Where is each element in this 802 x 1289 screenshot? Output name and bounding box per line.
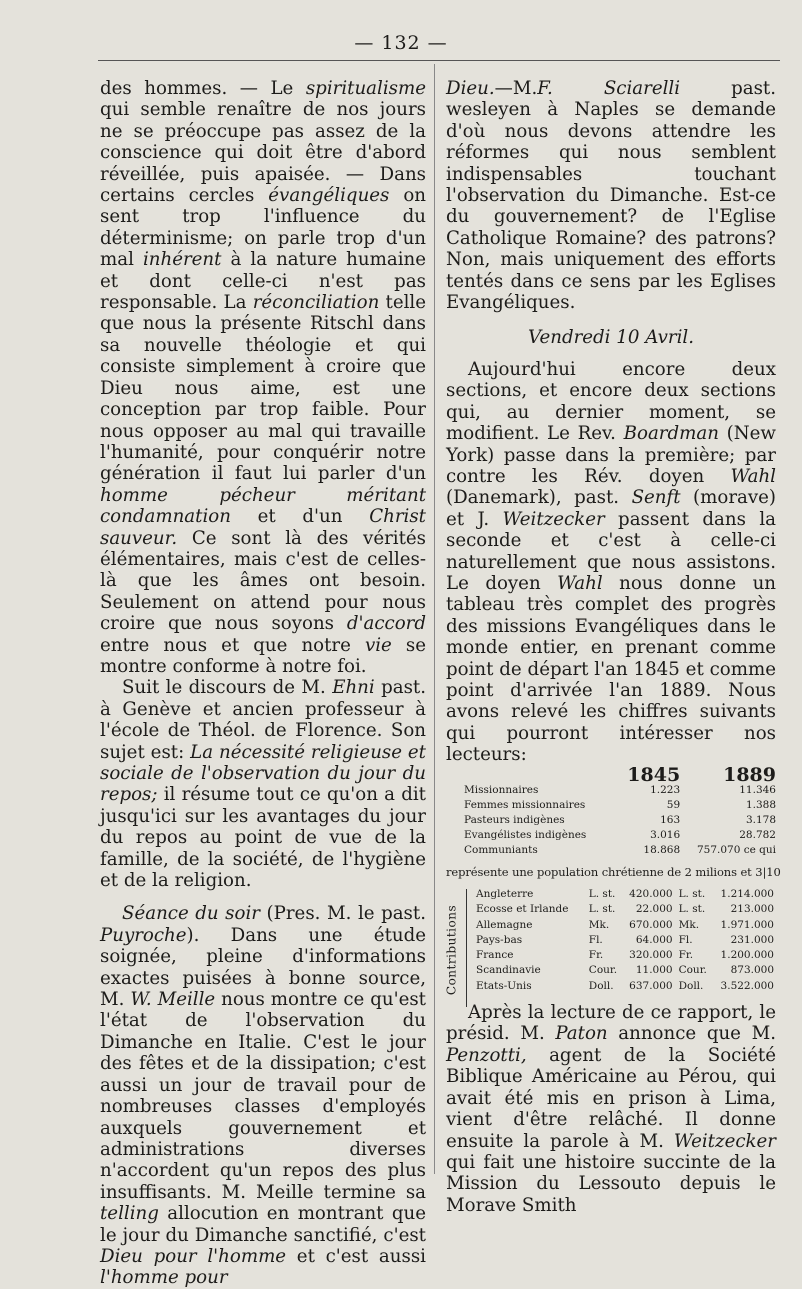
- column-divider: [434, 64, 435, 1174]
- stats-cell: 757.070 ce qui: [696, 843, 776, 856]
- page-number: — 132 —: [354, 32, 448, 54]
- italic-text: l'homme pour: [100, 1267, 228, 1289]
- stats-row: [446, 843, 776, 858]
- italic-text: Wahl: [557, 572, 603, 594]
- stats-cell: 18.868: [643, 843, 681, 856]
- paragraph: [446, 78, 776, 313]
- contribution-cell: 1.971.000: [720, 918, 774, 931]
- mission-stats-table: [446, 763, 776, 858]
- text-run: Aujourd'hui encore deux sections, et encore deux sections qui, au dernier moment, se modifient. Le Rev.: [446, 358, 776, 445]
- text-run: Ce sont là des vérités élémentaires, mais c'est de celles-là que les âmes ont besoin. Seulement on attend pour nous croire que nous soyons: [100, 527, 426, 635]
- section-heading: Vendredi 10 Avril.: [528, 327, 694, 349]
- text-run: se montre conforme à notre foi.: [100, 634, 426, 677]
- contribution-row: [476, 902, 774, 917]
- contribution-cell: 213.000: [730, 903, 774, 916]
- right-column-middle-text: [446, 359, 776, 766]
- contribution-cell: 320.000: [629, 949, 673, 962]
- contribution-cell: Pays-bas: [476, 933, 523, 946]
- stats-cell: 3.016: [650, 828, 681, 841]
- stats-cell: Missionnaires: [464, 783, 539, 796]
- paragraph: [100, 677, 426, 891]
- text-run: allocution en montrant que le jour du Dimanche sanctifié, c'est: [100, 1203, 426, 1246]
- text-run: Après la lecture de ce rapport, le présid. M.: [446, 1002, 776, 1045]
- italic-text: Weitzecker: [673, 1130, 776, 1152]
- text-run: et d'un: [230, 506, 370, 528]
- contribution-cell: Mk.: [588, 918, 610, 931]
- text-run: il résume tout ce qu'on a dit jusqu'ici sur les avantages du jour du repos au point de vue de la famille, de la société, de l'hygiène et de la religion.: [100, 784, 426, 892]
- text-run: qui semble renaître de nos jours ne se préoccupe pas assez de la conscience qui doit être d'abord réveillée, puis apaisée. — Dans certains cercles: [100, 99, 426, 207]
- stats-cell: 11.346: [739, 783, 776, 796]
- italic-text: spiritualisme: [305, 78, 426, 99]
- text-run: et c'est aussi: [286, 1245, 426, 1267]
- contribution-cell: L. st.: [678, 888, 706, 900]
- stats-cell: Evangélistes indigènes: [464, 828, 587, 841]
- contribution-cell: Fl.: [588, 933, 603, 946]
- stats-cell: 1.388: [745, 798, 776, 811]
- italic-text: d'accord: [346, 613, 426, 635]
- text-run: on sent trop l'influence du déterminisme; on parle trop d'un mal: [100, 185, 426, 271]
- stats-row: [446, 813, 776, 828]
- italic-text: Séance du soir: [122, 903, 260, 925]
- year-header: 1889: [723, 763, 776, 786]
- italic-text: Puyroche: [100, 924, 187, 946]
- contribution-cell: L. st.: [678, 903, 706, 916]
- contribution-cell: 231.000: [730, 933, 774, 946]
- contribution-cell: L. st.: [588, 888, 616, 900]
- contributions-table: [446, 887, 776, 994]
- italic-text: telling: [100, 1203, 159, 1225]
- contribution-cell: Ecosse et Irlande: [476, 903, 569, 916]
- italic-text: Dieu pour l'homme: [100, 1245, 287, 1267]
- contribution-cell: 11.000: [635, 964, 673, 977]
- text-run: (Danemark), past.: [446, 487, 632, 509]
- contribution-cell: 1.200.000: [720, 949, 774, 962]
- paragraph: [100, 78, 426, 677]
- italic-text: inhérent: [142, 249, 222, 271]
- text-run: past. wesleyen à Naples se demande d'où nous devons attendre les réformes qui nous semblent indispensables touchant l'observation du Dimanche. Est-ce du gouvernement? de l'Eglise Catholique Romaine? des patrons? Non, mais uniquement des efforts tentés dans ce sens par les Eglises Evangéliques.: [446, 78, 776, 314]
- contributions-brace: [466, 889, 471, 1007]
- contribution-cell: Fr.: [678, 949, 694, 962]
- italic-text: Christ sauveur.: [100, 506, 426, 549]
- contribution-row: [476, 933, 774, 948]
- contribution-cell: Doll.: [588, 979, 614, 992]
- right-column: [444, 78, 781, 1216]
- paragraph: [446, 359, 776, 766]
- contribution-row: [476, 887, 774, 902]
- text-run: annonce que M.: [607, 1023, 776, 1045]
- text-run: agent de la Société Biblique Américaine au Pérou, qui avait été mis en prison à Lima, vient d'être relâché. Il donne ensuite la parole à M.: [446, 1044, 776, 1152]
- contribution-cell: Cour.: [588, 964, 618, 977]
- contribution-cell: 1.214.000: [720, 888, 774, 900]
- right-column-bottom-text: [446, 1002, 776, 1216]
- contribution-row: [476, 948, 774, 963]
- contribution-cell: Mk.: [678, 918, 700, 931]
- paragraph: [100, 903, 426, 1288]
- contribution-row: [476, 979, 774, 994]
- italic-text: W. Meille: [130, 989, 216, 1011]
- italic-text: Ehni: [332, 677, 375, 699]
- stats-cell: 3.178: [745, 813, 776, 826]
- italic-text: homme pécheur méritant condamnation: [100, 484, 426, 528]
- contribution-cell: Allemagne: [476, 918, 533, 931]
- contribution-cell: 670.000: [629, 918, 673, 931]
- text-run: telle que nous la présente Ritschl dans sa nouvelle théologie et qui consiste simplement à croire que Dieu nous aime, est une conception par trop faible. Pour nous opposer au mal qui travaille l'humanité, pour conquérir notre génération il faut lui parler d'un: [100, 292, 426, 485]
- italic-text: réconciliation: [252, 292, 380, 314]
- contributions-label: Contributions: [444, 904, 459, 996]
- text-run: nous donne un tableau très complet des progrès des missions Evangéliques dans le monde entier, en prenant comme point de départ l'an 1845 et comme point d'arrivée l'an 1889. Nous avons relevé les chiffres suivants qui pourront intéresser nos lecteurs:: [446, 572, 777, 766]
- italic-text: Dieu.: [446, 78, 495, 99]
- contribution-cell: Cour.: [678, 964, 707, 977]
- contribution-cell: Scandinavie: [476, 964, 541, 977]
- header-rule: [98, 60, 780, 61]
- contribution-cell: Fl.: [678, 933, 693, 946]
- italic-text: F. Sciarelli: [537, 78, 681, 99]
- italic-text: Senft: [631, 487, 681, 509]
- year-header: 1845: [627, 763, 681, 786]
- stats-row: [446, 828, 776, 843]
- text-run: nous montre ce qu'est l'état de l'observation du Dimanche en Italie. C'est le jour des fêtes et de la dissipation; c'est aussi un jour de travail pour de nombreuses classes d'employés auxquels gouvernement et administrations diverses n'accordent qu'un repos des plus insuffisants. M. Meille termine sa: [100, 989, 426, 1203]
- stats-caption: représente une population chrétienne de 2 milions et 3|10: [446, 864, 781, 879]
- stats-cell: 1.223: [650, 783, 681, 796]
- contribution-cell: Angleterre: [476, 888, 534, 900]
- text-run: passent dans la seconde et c'est à celle-ci naturellement que nous assistons. Le doyen: [446, 508, 776, 594]
- contribution-cell: 3.522.000: [720, 979, 774, 992]
- text-run: (New York) passe dans la première; par contre les Rév. doyen: [446, 423, 776, 487]
- text-run: (morave) et J.: [446, 487, 776, 530]
- stats-cell: Communiants: [464, 843, 538, 856]
- italic-text: vie: [364, 634, 392, 656]
- contribution-cell: L. st.: [588, 903, 616, 916]
- stats-cell: 28.782: [739, 828, 776, 841]
- stats-cell: Femmes missionnaires: [464, 798, 586, 811]
- stats-cell: Pasteurs indigènes: [464, 813, 565, 826]
- contribution-cell: Etats-Unis: [476, 979, 532, 992]
- right-column-top-text: [446, 78, 776, 313]
- text-run: past. à Genève et ancien professeur à l'école de Théol. de Florence. Son sujet est:: [100, 677, 426, 763]
- text-run: Suit le discours de M.: [122, 677, 333, 699]
- text-run: —M.: [494, 78, 538, 99]
- contribution-cell: France: [476, 949, 514, 962]
- italic-text: La nécessité religieuse et sociale de l'observation du jour du repos;: [100, 741, 426, 806]
- contribution-row: [476, 963, 774, 978]
- italic-text: Paton: [555, 1023, 608, 1045]
- contribution-cell: Fr.: [588, 949, 604, 962]
- stats-row: [446, 798, 776, 813]
- contribution-cell: 22.000: [635, 903, 673, 916]
- contribution-row: [476, 918, 774, 933]
- italic-text: Weitzecker: [502, 508, 605, 530]
- italic-text: Boardman: [623, 423, 719, 445]
- text-run: (Pres. M. le past.: [259, 903, 426, 925]
- paragraph: [446, 1002, 776, 1216]
- contribution-cell: Doll.: [678, 979, 704, 992]
- stats-header-row: [446, 768, 776, 783]
- italic-text: Wahl: [730, 465, 776, 487]
- left-column: [100, 78, 426, 1289]
- text-run: ). Dans une étude soignée, pleine d'informations exactes puisées à bonne source, M.: [100, 924, 426, 1011]
- contribution-cell: 873.000: [730, 964, 774, 977]
- stats-cell: 59: [666, 798, 681, 811]
- contribution-cell: 637.000: [629, 979, 673, 992]
- text-run: entre nous et que notre: [100, 634, 365, 656]
- italic-text: Penzotti,: [446, 1044, 527, 1066]
- italic-text: évangéliques: [268, 185, 390, 207]
- contribution-cell: 420.000: [629, 888, 673, 900]
- stats-cell: 163: [660, 813, 681, 826]
- text-run: des hommes. — Le: [100, 78, 306, 99]
- text-run: qui fait une histoire succinte de la Mission du Lessouto depuis le Morave Smith: [446, 1151, 776, 1216]
- contribution-cell: 64.000: [635, 933, 673, 946]
- text-run: à la nature humaine et dont celle-ci n'est pas responsable. La: [100, 249, 426, 314]
